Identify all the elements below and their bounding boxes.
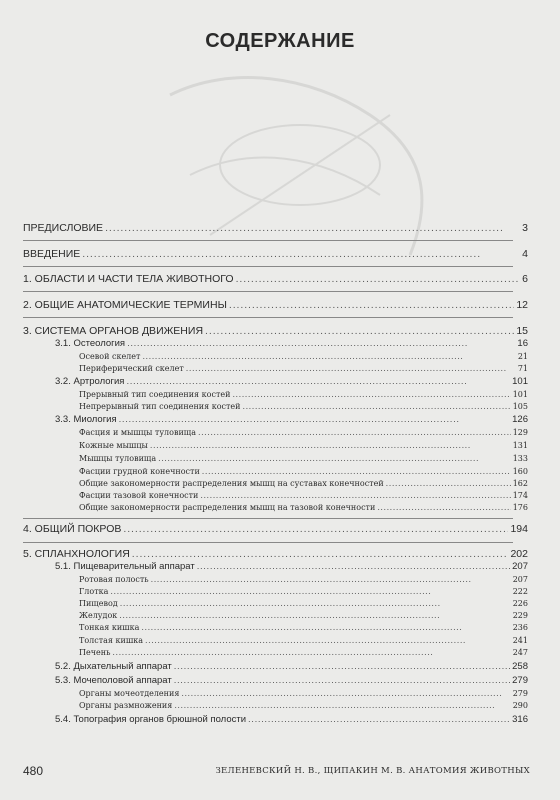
toc-entry-subsection[interactable]: [79, 491, 528, 500]
toc-entry-label: 3.2. Артрология: [55, 376, 125, 387]
page-number: 480: [23, 764, 44, 778]
toc-entry-page: 241: [512, 636, 528, 645]
toc-entry-label: 5.1. Пищеварительный аппарат: [55, 561, 195, 572]
toc-entry-subsection[interactable]: [79, 467, 528, 476]
toc-entry-page: 105: [512, 402, 528, 411]
toc-entry-page: 21: [517, 352, 528, 361]
divider: [23, 266, 513, 267]
leader-dots: [181, 689, 510, 698]
toc-entry-page: 207: [512, 561, 528, 572]
toc-entry-page: 226: [512, 599, 528, 608]
toc-entry-page: 176: [512, 503, 528, 512]
toc-entry-page: 71: [517, 364, 528, 373]
leader-dots: [186, 364, 516, 373]
toc-entry-label: Прерывный тип соединения костей: [79, 390, 231, 399]
leader-dots: [141, 623, 510, 632]
toc-entry-section[interactable]: [55, 414, 528, 425]
toc-entry-subsection[interactable]: [79, 390, 528, 399]
toc-entry-subsection[interactable]: [79, 623, 528, 632]
leader-dots: [82, 248, 520, 260]
toc-entry-label: 5.2. Дыхательный аппарат: [55, 661, 172, 672]
toc-entry-subsection[interactable]: [79, 503, 528, 512]
toc-entry-subsection[interactable]: [79, 364, 528, 373]
toc-entry-label: 4. ОБЩИЙ ПОКРОВ: [23, 523, 122, 535]
toc-entry-subsection[interactable]: [79, 454, 528, 463]
toc-entry-page: 3: [522, 222, 528, 234]
toc-entry-label: Глотка: [79, 587, 109, 596]
leader-dots: [126, 376, 510, 387]
toc-entry-subsection[interactable]: [79, 428, 528, 437]
toc-entry-subsection[interactable]: [79, 587, 528, 596]
leader-dots: [105, 222, 520, 234]
toc-entry-section[interactable]: [55, 714, 528, 725]
toc-entry-page: 162: [512, 479, 528, 488]
toc-entry-subsection[interactable]: [79, 599, 528, 608]
toc-entry-label: Фасции грудной конечности: [79, 467, 200, 476]
toc-entry-section[interactable]: [55, 376, 528, 387]
toc-entry-subsection[interactable]: [79, 701, 528, 710]
toc-entry-subsection[interactable]: [79, 648, 528, 657]
toc-entry-page: 194: [510, 523, 528, 535]
toc-entry-label: ВВЕДЕНИЕ: [23, 248, 81, 260]
toc-entry-label: Непрерывный тип соединения костей: [79, 402, 241, 411]
leader-dots: [197, 561, 510, 572]
toc-entry-section[interactable]: [55, 661, 528, 672]
toc-entry-page: 129: [512, 428, 528, 437]
toc-entry-introduction[interactable]: [23, 248, 528, 260]
leader-dots: [127, 338, 515, 349]
toc-entry-label: Ротовая полость: [79, 575, 149, 584]
toc-entry-subsection[interactable]: [79, 611, 528, 620]
toc-entry-subsection[interactable]: [79, 402, 528, 411]
toc-entry-subsection[interactable]: [79, 352, 528, 361]
toc-entry-page: 247: [512, 648, 528, 657]
leader-dots: [112, 648, 510, 657]
toc-entry-chapter-4[interactable]: [23, 523, 528, 535]
toc-entry-label: Кожные мышцы: [79, 441, 148, 450]
divider: [23, 542, 513, 543]
divider: [23, 240, 513, 241]
toc-entry-label: Общие закономерности распределения мышц на тазовой конечности: [79, 503, 376, 512]
toc-entry-label: Органы размножения: [79, 701, 173, 710]
toc-entry-page: 202: [510, 548, 528, 560]
toc-entry-section[interactable]: [55, 561, 528, 572]
divider: [23, 291, 513, 292]
toc-entry-page: 15: [516, 325, 528, 337]
toc-entry-page: 207: [512, 575, 528, 584]
toc-entry-page: 160: [512, 467, 528, 476]
toc-entry-page: 6: [522, 273, 528, 285]
leader-dots: [243, 402, 511, 411]
toc-entry-page: 236: [512, 623, 528, 632]
toc-entry-label: Толстая кишка: [79, 636, 144, 645]
toc-entry-label: Желудок: [79, 611, 118, 620]
toc-entry-chapter-1[interactable]: [23, 273, 528, 285]
leader-dots: [386, 479, 511, 488]
toc-entry-label: Общие закономерности распределения мышц на суставах конечностей: [79, 479, 384, 488]
toc-entry-label: 5.4. Топография органов брюшной полости: [55, 714, 247, 725]
toc-entry-page: 12: [516, 299, 528, 311]
leader-dots: [232, 390, 510, 399]
toc-entry-page: 316: [512, 714, 528, 725]
page-title: СОДЕРЖАНИЕ: [205, 30, 355, 52]
leader-dots: [236, 273, 521, 285]
toc-entry-label: Периферический скелет: [79, 364, 184, 373]
toc-entry-label: Фасции тазовой конечности: [79, 491, 199, 500]
leader-dots: [377, 503, 510, 512]
leader-dots: [174, 701, 510, 710]
toc-entry-page: 101: [512, 376, 528, 387]
toc-entry-page: 133: [512, 454, 528, 463]
toc-entry-page: 16: [517, 338, 528, 349]
leader-dots: [202, 467, 511, 476]
toc-entry-page: 131: [512, 441, 528, 450]
leader-dots: [174, 675, 510, 686]
toc-entry-page: 126: [512, 414, 528, 425]
leader-dots: [110, 587, 510, 596]
leader-dots: [145, 636, 511, 645]
leader-dots: [150, 441, 511, 450]
toc-entry-label: ПРЕДИСЛОВИЕ: [23, 222, 104, 234]
toc-entry-page: 258: [512, 661, 528, 672]
leader-dots: [248, 714, 510, 725]
toc-entry-label: Печень: [79, 648, 111, 657]
leader-dots: [120, 599, 511, 608]
toc-entry-subsection[interactable]: [79, 689, 528, 698]
toc-entry-chapter-3[interactable]: [23, 325, 528, 337]
toc-entry-chapter-2[interactable]: [23, 299, 528, 311]
toc-entry-page: 279: [512, 675, 528, 686]
toc-entry-page: 101: [512, 390, 528, 399]
leader-dots: [200, 491, 510, 500]
leader-dots: [229, 299, 514, 311]
toc-entry-label: 5.3. Мочеполовой аппарат: [55, 675, 172, 686]
toc-entry-label: Тонкая кишка: [79, 623, 140, 632]
toc-entry-preface[interactable]: [23, 222, 528, 234]
toc-entry-chapter-5[interactable]: [23, 548, 528, 560]
toc-entry-section[interactable]: [55, 338, 528, 349]
toc-entry-subsection[interactable]: [79, 479, 528, 488]
toc-entry-label: 2. ОБЩИЕ АНАТОМИЧЕСКИЕ ТЕРМИНЫ: [23, 299, 227, 311]
toc-entry-page: 174: [512, 491, 528, 500]
divider: [23, 518, 513, 519]
leader-dots: [132, 548, 509, 560]
toc-entry-subsection[interactable]: [79, 441, 528, 450]
toc-entry-label: Осевой скелет: [79, 352, 141, 361]
toc-entry-label: Органы мочеотделения: [79, 689, 180, 698]
leader-dots: [119, 414, 511, 425]
running-title: ЗЕЛЕНЕВСКИЙ Н. В., ЩИПАКИН М. В. АНАТОМИЯ ЖИВОТНЫХ: [215, 766, 530, 776]
toc-entry-page: 4: [522, 248, 528, 260]
toc-entry-label: Пищевод: [79, 599, 118, 608]
toc-entry-page: 222: [512, 587, 528, 596]
toc-entry-section[interactable]: [55, 675, 528, 686]
leader-dots: [142, 352, 515, 361]
leader-dots: [151, 575, 511, 584]
toc-entry-label: Фасция и мышцы туловища: [79, 428, 196, 437]
toc-entry-page: 279: [512, 689, 528, 698]
leader-dots: [174, 661, 510, 672]
toc-entry-page: 290: [512, 701, 528, 710]
toc-entry-label: 3.1. Остеология: [55, 338, 126, 349]
leader-dots: [198, 428, 511, 437]
toc-entry-label: 3. СИСТЕМА ОРГАНОВ ДВИЖЕНИЯ: [23, 325, 204, 337]
bleed-through-illustration: [150, 55, 450, 275]
leader-dots: [123, 523, 508, 535]
leader-dots: [205, 325, 514, 337]
toc-entry-label: 3.3. Миология: [55, 414, 117, 425]
divider: [23, 317, 513, 318]
toc-entry-label: 5. СПЛАНХНОЛОГИЯ: [23, 548, 130, 560]
toc-entry-subsection[interactable]: [79, 636, 528, 645]
toc-entry-label: 1. ОБЛАСТИ И ЧАСТИ ТЕЛА ЖИВОТНОГО: [23, 273, 234, 285]
leader-dots: [158, 454, 511, 463]
toc-entry-page: 229: [512, 611, 528, 620]
toc-entry-subsection[interactable]: [79, 575, 528, 584]
toc-entry-label: Мышцы туловища: [79, 454, 157, 463]
leader-dots: [119, 611, 510, 620]
